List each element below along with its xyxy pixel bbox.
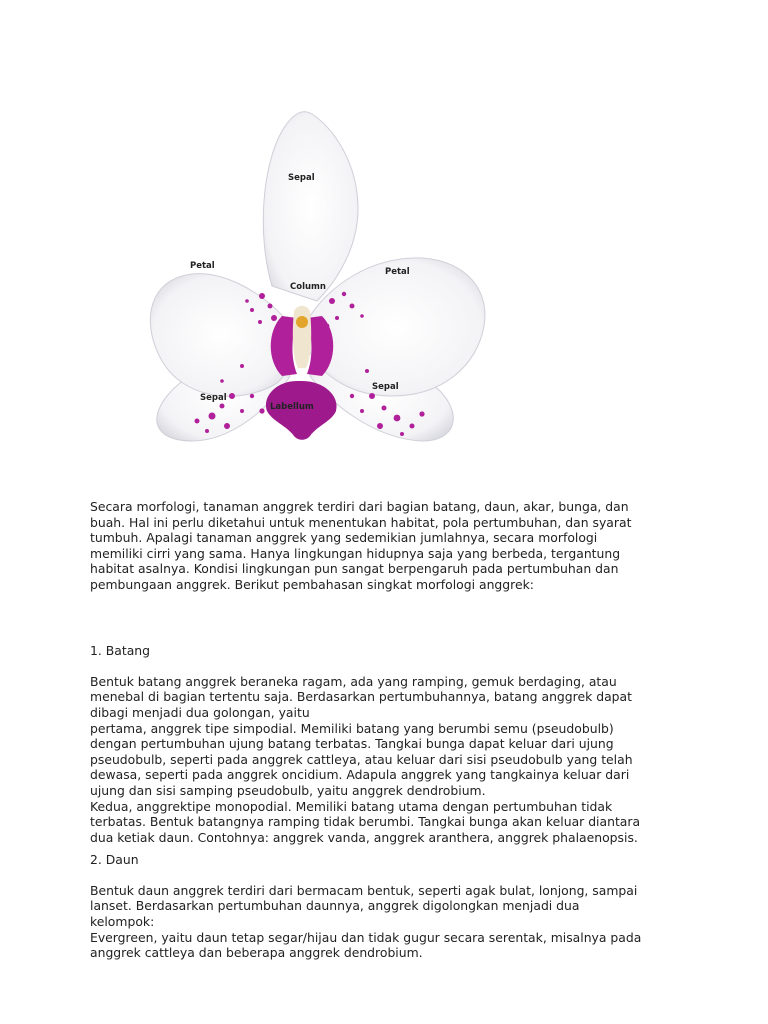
label-sepal-right: Sepal	[372, 382, 399, 392]
section-heading-daun: 2. Daun	[90, 851, 139, 867]
section-body-daun: Bentuk daun anggrek terdiri dari bermacam bentuk, seperti agak bulat, lonjong, sampai lanset. Berdasarkan pertumbuhan daunnya, anggrek digolongkan menjadi dua kelompok: Evergreen, yaitu daun tetap segar/hijau dan tidak gugur secara serentak, misalnya pada anggrek cattleya dan beberapa anggrek dendrobium.	[90, 882, 642, 961]
label-sepal-left: Sepal	[200, 393, 227, 403]
label-petal-right: Petal	[385, 267, 410, 277]
sepal-top	[263, 112, 358, 301]
petal-left	[150, 274, 292, 396]
section-body-batang: Bentuk batang anggrek beraneka ragam, ada yang ramping, gemuk berdaging, atau menebal di bagian tertentu saja. Berdasarkan pertumbuhannya, batang anggrek dapat dibagi menjadi dua golongan, yaitu pertama, anggrek tipe simpodial. Memiliki batang yang berumbi semu (pseudobulb) dengan pertumbuhan ujung batang terbatas. Tangkai bunga dapat keluar dari ujung pseudobulb, seperti pada anggrek cattleya, atau keluar dari sisi pseudobulb yang telah dewasa, seperti pada anggrek oncidium. Adapula anggrek yang tangkainya keluar dari ujung dan sisi samping pseudobulb, yaitu anggrek dendrobium. Kedua, anggrektipe monopodial. Memiliki batang utama dengan pertumbuhan tidak terbatas. Bentuk batangnya ramping tidak berumbi. Tangkai bunga akan keluar diantara dua ketiak daun. Contohnya: anggrek vanda, anggrek aranthera, anggrek phalaenopsis.	[90, 673, 641, 845]
orchid-figure	[122, 96, 520, 480]
anther-cap	[296, 316, 308, 328]
label-petal-left: Petal	[190, 261, 215, 271]
column-shape	[293, 306, 311, 368]
label-column: Column	[290, 282, 326, 292]
section-batang	[90, 627, 690, 845]
orchid-illustration	[122, 96, 520, 480]
section-heading-batang: 1. Batang	[90, 642, 151, 658]
section-daun	[90, 836, 690, 961]
label-labellum: Labellum	[270, 402, 314, 412]
label-sepal-top: Sepal	[288, 173, 315, 183]
intro-paragraph: Secara morfologi, tanaman anggrek terdiri dari bagian batang, daun, akar, bunga, dan buah. Hal ini perlu diketahui untuk menentukan habitat, pola pertumbuhan, dan syarat tumbuh. Apalagi tanaman anggrek yang sedemikian jumlahnya, secara morfologi memiliki cirri yang sama. Hanya lingkungan hidupnya saja yang berbeda, tergantung habitat asalnya. Kondisi lingkungan pun sangat berpengaruh pada pertumbuhan dan pembungaan anggrek. Berikut pembahasan singkat morfologi anggrek:	[90, 499, 632, 592]
